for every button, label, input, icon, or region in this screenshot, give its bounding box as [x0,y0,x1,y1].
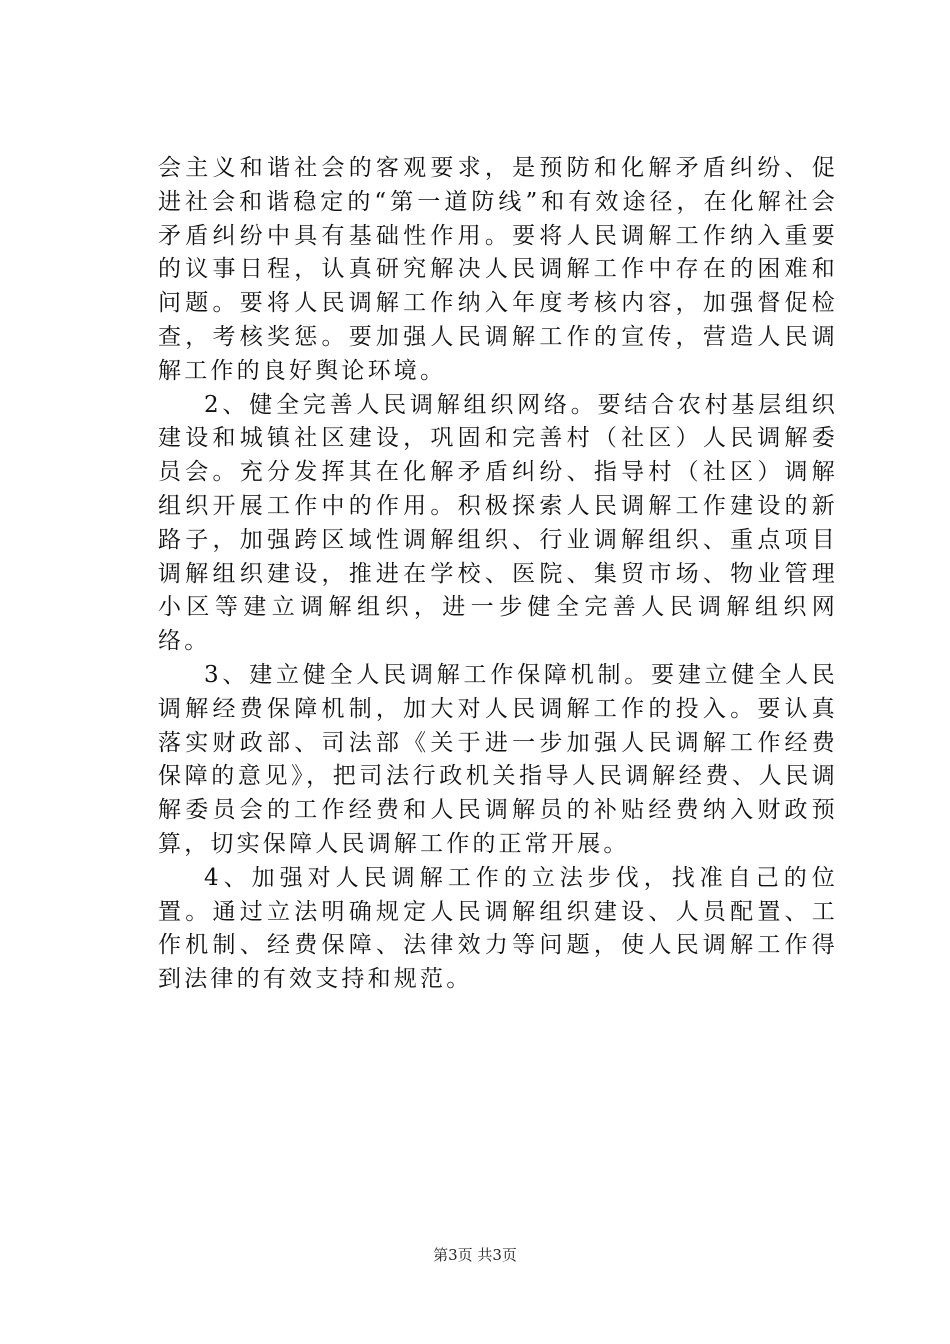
paragraph-item-3: 3、建立健全人民调解工作保障机制。要建立健全人民调解经费保障机制，加大对人民调解工作的投入。要认真落实财政部、司法部《关于进一步加强人民调解工作经费保障的意见》，把司法行政机关指导人民调解经费、人民调解委员会的工作经费和人民调解员的补贴经费纳入财政预算，切实保障人民调解工作的正常开展。 [158,661,838,857]
paragraph-continuation: 会主义和谐社会的客观要求，是预防和化解矛盾纠纷、促进社会和谐稳定的“第一道防线”和有效途径，在化解社会矛盾纠纷中具有基础性作用。要将人民调解工作纳入重要的议事日程，认真研究解决人民调解工作中存在的困难和问题。要将人民调解工作纳入年度考核内容，加强督促检查，考核奖惩。要加强人民调解工作的宣传，营造人民调解工作的良好舆论环境。 [158,155,838,384]
paragraph-item-2: 2、健全完善人民调解组织网络。要结合农村基层组织建设和城镇社区建设，巩固和完善村（社区）人民调解委员会。充分发挥其在化解矛盾纠纷、指导村（社区）调解组织开展工作中的作用。积极探索人民调解工作建设的新路子，加强跨区域性调解组织、行业调解组织、重点项目调解组织建设，推进在学校、医院、集贸市场、物业管理小区等建立调解组织，进一步健全完善人民调解组织网络。 [158,391,838,655]
paragraph-item-4: 4、加强对人民调解工作的立法步伐，找准自己的位置。通过立法明确规定人民调解组织建设、人员配置、工作机制、经费保障、法律效力等问题，使人民调解工作得到法律的有效支持和规范。 [158,864,838,993]
document-body [158,152,838,997]
page-number-footer: 第3页 共3页 [433,1246,517,1264]
